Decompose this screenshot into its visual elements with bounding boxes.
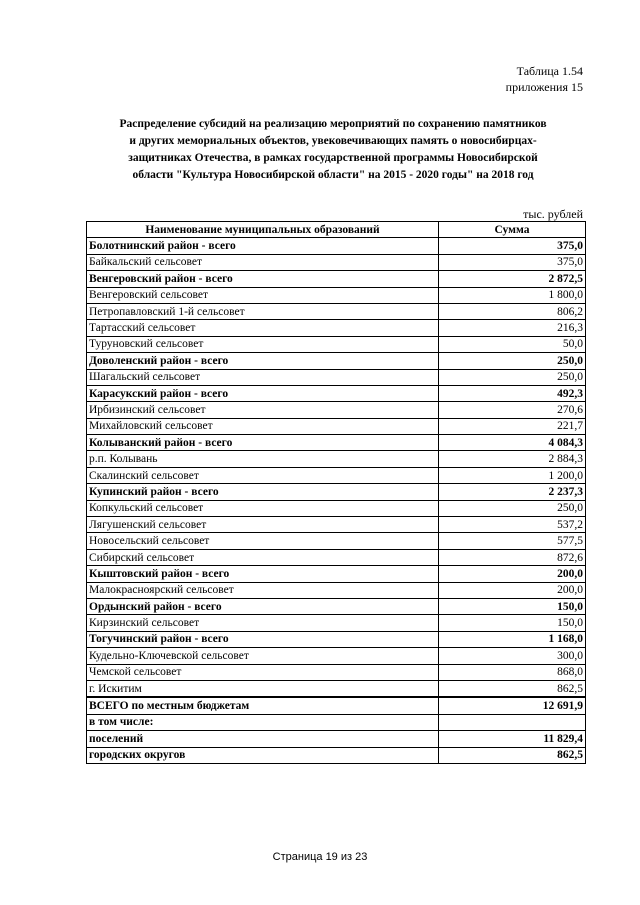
sum-cell: 1 200,0 (439, 467, 586, 483)
municipality-name-cell: Доволенский район - всего (87, 353, 439, 369)
sum-cell: 375,0 (439, 238, 586, 254)
sum-cell: 806,2 (439, 303, 586, 319)
sum-cell: 2 237,3 (439, 484, 586, 500)
table-row (87, 435, 586, 451)
sum-cell: 537,2 (439, 517, 586, 533)
title-line: и других мемориальных объектов, увековечивающих память о новосибирцах- (129, 135, 537, 147)
municipality-name-cell: Кудельно-Ключевской сельсовет (87, 648, 439, 664)
table-row (87, 747, 586, 763)
sum-cell: 200,0 (439, 566, 586, 582)
municipality-name-cell: поселений (87, 731, 439, 747)
municipality-name-cell: Кирзинский сельсовет (87, 615, 439, 631)
table-row (87, 731, 586, 747)
municipality-name-cell: ВСЕГО по местным бюджетам (87, 697, 439, 714)
municipality-name-cell: Венгеровский сельсовет (87, 287, 439, 303)
municipality-name-cell: Петропавловский 1-й сельсовет (87, 303, 439, 319)
table-reference (506, 63, 583, 95)
table-row (87, 254, 586, 270)
table-row (87, 697, 586, 714)
municipality-name-cell: Лягушенский сельсовет (87, 517, 439, 533)
municipality-name-cell: городских округов (87, 747, 439, 763)
sum-cell: 150,0 (439, 598, 586, 614)
municipality-name-cell: Тогучинский район - всего (87, 631, 439, 647)
table-row (87, 648, 586, 664)
table-row (87, 549, 586, 565)
table-row (87, 680, 586, 697)
table-row (87, 271, 586, 287)
sum-cell: 50,0 (439, 336, 586, 352)
municipality-name-cell: Тартасский сельсовет (87, 320, 439, 336)
municipality-name-cell: Копкульский сельсовет (87, 500, 439, 516)
sum-cell: 868,0 (439, 664, 586, 680)
sum-cell: 872,6 (439, 549, 586, 565)
table-row (87, 418, 586, 434)
table-row (87, 369, 586, 385)
municipality-name-cell: г. Искитим (87, 680, 439, 697)
table-row (87, 566, 586, 582)
sum-cell: 300,0 (439, 648, 586, 664)
sum-cell: 150,0 (439, 615, 586, 631)
sum-cell: 862,5 (439, 680, 586, 697)
table-row (87, 353, 586, 369)
sum-cell: 270,6 (439, 402, 586, 418)
sum-cell: 221,7 (439, 418, 586, 434)
document-title (80, 116, 586, 184)
sum-cell: 216,3 (439, 320, 586, 336)
table-row (87, 615, 586, 631)
sum-cell: 492,3 (439, 385, 586, 401)
page-footer: Страница 19 из 23 (272, 851, 368, 863)
municipality-name-cell: Ордынский район - всего (87, 598, 439, 614)
municipality-name-cell: Карасукский район - всего (87, 385, 439, 401)
municipality-name-cell: Купинский район - всего (87, 484, 439, 500)
sum-cell: 12 691,9 (439, 697, 586, 714)
municipality-name-cell: Чемской сельсовет (87, 664, 439, 680)
subsidy-table (86, 221, 586, 764)
table-row (87, 336, 586, 352)
table-row (87, 320, 586, 336)
municipality-name-cell: Болотнинский район - всего (87, 238, 439, 254)
table-row (87, 714, 586, 730)
column-header-name: Наименование муниципальных образований (87, 222, 439, 238)
table-row (87, 631, 586, 647)
municipality-name-cell: Шагальский сельсовет (87, 369, 439, 385)
table-row (87, 582, 586, 598)
table-row (87, 238, 586, 254)
municipality-name-cell: Малокрасноярский сельсовет (87, 582, 439, 598)
municipality-name-cell: Венгеровский район - всего (87, 271, 439, 287)
table-row (87, 467, 586, 483)
title-line: Распределение субсидий на реализацию мероприятий по сохранению памятников (119, 118, 547, 130)
municipality-name-cell: Туруновский сельсовет (87, 336, 439, 352)
municipality-name-cell: в том числе: (87, 714, 439, 730)
table-row (87, 303, 586, 319)
sum-cell: 1 800,0 (439, 287, 586, 303)
sum-cell: 577,5 (439, 533, 586, 549)
municipality-name-cell: Михайловский сельсовет (87, 418, 439, 434)
table-number: Таблица 1.54 (516, 64, 583, 78)
table-row (87, 402, 586, 418)
sum-cell: 375,0 (439, 254, 586, 270)
sum-cell: 862,5 (439, 747, 586, 763)
table-row (87, 598, 586, 614)
municipality-name-cell: Ирбизинский сельсовет (87, 402, 439, 418)
table-row (87, 517, 586, 533)
table-row (87, 287, 586, 303)
sum-cell (439, 714, 586, 730)
table-row (87, 451, 586, 467)
municipality-name-cell: Колыванский район - всего (87, 435, 439, 451)
municipality-name-cell: Скалинский сельсовет (87, 467, 439, 483)
table-header-row (87, 222, 586, 238)
table-row (87, 500, 586, 516)
municipality-name-cell: Кыштовский район - всего (87, 566, 439, 582)
table-row (87, 533, 586, 549)
municipality-name-cell: Новосельский сельсовет (87, 533, 439, 549)
table-body (87, 238, 586, 764)
table-row (87, 664, 586, 680)
sum-cell: 2 884,3 (439, 451, 586, 467)
municipality-name-cell: Байкальский сельсовет (87, 254, 439, 270)
sum-cell: 2 872,5 (439, 271, 586, 287)
column-header-sum: Сумма (439, 222, 586, 238)
unit-label: тыс. рублей (523, 207, 583, 221)
sum-cell: 250,0 (439, 369, 586, 385)
appendix-number: приложения 15 (505, 80, 583, 94)
municipality-name-cell: Сибирский сельсовет (87, 549, 439, 565)
sum-cell: 4 084,3 (439, 435, 586, 451)
sum-cell: 250,0 (439, 353, 586, 369)
sum-cell: 1 168,0 (439, 631, 586, 647)
table-row (87, 385, 586, 401)
title-line: защитниках Отечества, в рамках государственной программы Новосибирской (128, 152, 538, 164)
municipality-name-cell: р.п. Колывань (87, 451, 439, 467)
title-line: области "Культура Новосибирской области" на 2015 - 2020 годы" на 2018 год (132, 169, 534, 181)
sum-cell: 11 829,4 (439, 731, 586, 747)
sum-cell: 250,0 (439, 500, 586, 516)
sum-cell: 200,0 (439, 582, 586, 598)
table-row (87, 484, 586, 500)
